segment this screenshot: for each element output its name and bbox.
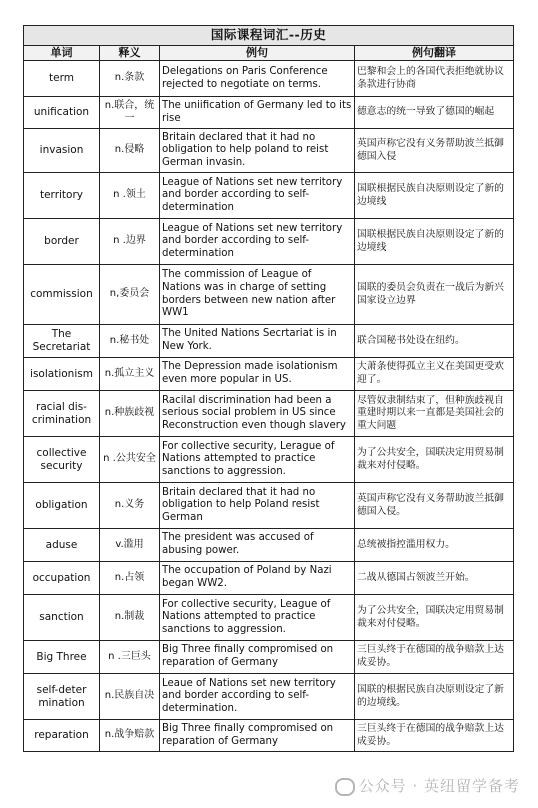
table-row (24, 97, 514, 129)
word-cell: unification (24, 97, 100, 129)
translation-cell: 英国声称它没有义务帮助波兰抵御德国入侵。 (355, 483, 514, 529)
translation-cell: 总统被指控滥用权力。 (355, 529, 514, 562)
word-cell: The Secretariat (24, 325, 100, 358)
word-cell: Big Three (24, 641, 100, 674)
table-title: 国际课程词汇--历史 (24, 26, 514, 46)
meaning-cell: n.孤立主义 (100, 358, 160, 391)
meaning-cell: n.侵略 (100, 129, 160, 173)
header-meaning: 释义 (100, 46, 160, 61)
vocabulary-sheet (23, 25, 513, 752)
translation-cell: 三巨头终于在德国的战争赔款上达成妥协。 (355, 720, 514, 752)
word-cell: sanction (24, 595, 100, 641)
example-cell: The commission of League of Nations was in charge of setting borders between new nation after WW1 (160, 265, 355, 325)
table-row (24, 562, 514, 595)
table-row (24, 641, 514, 674)
example-cell: The president was accused of abusing power. (160, 529, 355, 562)
translation-cell: 二战从德国占领波兰开始。 (355, 562, 514, 595)
translation-cell: 三巨头终于在德国的战争赔款上达成妥协。 (355, 641, 514, 674)
table-row (24, 61, 514, 97)
meaning-cell: n.战争赔款 (100, 720, 160, 752)
watermark (335, 775, 520, 796)
table-row (24, 325, 514, 358)
translation-cell: 德意志的统一导致了德国的崛起 (355, 97, 514, 129)
word-cell: racial dis-crimination (24, 391, 100, 437)
translation-cell: 联合国秘书处设在纽约。 (355, 325, 514, 358)
meaning-cell: v.滥用 (100, 529, 160, 562)
example-cell: The United Nations Secrtariat is in New York. (160, 325, 355, 358)
header-example: 例句 (160, 46, 355, 61)
meaning-cell: n.联合，统一 (100, 97, 160, 129)
word-cell: invasion (24, 129, 100, 173)
meaning-cell: n.占领 (100, 562, 160, 595)
meaning-cell: n,委员会 (100, 265, 160, 325)
table-row (24, 173, 514, 219)
header-word: 单词 (24, 46, 100, 61)
word-cell: border (24, 219, 100, 265)
vocabulary-table (23, 25, 514, 752)
word-cell: term (24, 61, 100, 97)
word-cell: obligation (24, 483, 100, 529)
table-row (24, 483, 514, 529)
meaning-cell: n.义务 (100, 483, 160, 529)
translation-cell: 英国声称它没有义务帮助波兰抵御德国入侵 (355, 129, 514, 173)
example-cell: League of Nations set new territory and border according to self-determination (160, 219, 355, 265)
translation-cell: 尽管奴隶制结束了，但种族歧视自重建时期以来一直都是美国社会的重大问题 (355, 391, 514, 437)
translation-cell: 国联的委员会负责在一战后为新兴国家设立边界 (355, 265, 514, 325)
example-cell: The occupation of Poland by Nazi began WW2. (160, 562, 355, 595)
translation-cell: 为了公共安全，国联决定用贸易制裁来对付侵略。 (355, 595, 514, 641)
word-cell: commission (24, 265, 100, 325)
word-cell: collective security (24, 437, 100, 483)
example-cell: Britain declared that it had no obligation to help poland to reist German invasin. (160, 129, 355, 173)
meaning-cell: n.种族歧视 (100, 391, 160, 437)
example-cell: For collective security, League of Nations attempted to practice sanctions to aggression. (160, 595, 355, 641)
table-row (24, 674, 514, 720)
meaning-cell: n.条款 (100, 61, 160, 97)
translation-cell: 国联根据民族自决原则设定了新的边境线 (355, 219, 514, 265)
table-body (24, 61, 514, 752)
word-cell: isolationism (24, 358, 100, 391)
meaning-cell: n.秘书处 (100, 325, 160, 358)
example-cell: League of Nations set new territory and border according to self-determination (160, 173, 355, 219)
watermark-text: 公众号 · 英纽留学备考 (358, 777, 520, 795)
meaning-cell: n .边界 (100, 219, 160, 265)
table-row (24, 437, 514, 483)
word-cell: aduse (24, 529, 100, 562)
example-cell: The uniification of Germany led to its rise (160, 97, 355, 129)
translation-cell: 国联根据民族自决原则设定了新的边境线 (355, 173, 514, 219)
word-cell: self-deter mination (24, 674, 100, 720)
example-cell: Britain declared that it had no obligation to help Poland resist German (160, 483, 355, 529)
table-row (24, 391, 514, 437)
translation-cell: 国联的根据民族自决原则设定了新的边境线。 (355, 674, 514, 720)
word-cell: reparation (24, 720, 100, 752)
word-cell: territory (24, 173, 100, 219)
example-cell: Big Three finally compromised on reparation of Germany (160, 720, 355, 752)
meaning-cell: n .公共安全 (100, 437, 160, 483)
wechat-icon (335, 778, 355, 796)
example-cell: Big Three finally compromised on reparation of Germany (160, 641, 355, 674)
meaning-cell: n.制裁 (100, 595, 160, 641)
meaning-cell: n .三巨头 (100, 641, 160, 674)
header-translation: 例句翻译 (355, 46, 514, 61)
table-row (24, 358, 514, 391)
translation-cell: 为了公共安全，国联决定用贸易制裁来对付侵略。 (355, 437, 514, 483)
meaning-cell: n.民族自决 (100, 674, 160, 720)
example-cell: For collective security, Lerague of Nations attempted to practice sanctions to aggression. (160, 437, 355, 483)
table-row (24, 265, 514, 325)
example-cell: Racilal discrimination had been a serious social problem in US since Reconstruction even though slavery (160, 391, 355, 437)
example-cell: Delegations on Paris Conference rejected to negotiate on terms. (160, 61, 355, 97)
example-cell: The Depression made isolationism even more popular in US. (160, 358, 355, 391)
table-row (24, 595, 514, 641)
example-cell: Leaue of Nations set new territory and border according to self-determination. (160, 674, 355, 720)
meaning-cell: n .领土 (100, 173, 160, 219)
table-row (24, 219, 514, 265)
word-cell: occupation (24, 562, 100, 595)
table-row (24, 529, 514, 562)
translation-cell: 大萧条使得孤立主义在美国更受欢迎了。 (355, 358, 514, 391)
translation-cell: 巴黎和会上的各国代表拒绝就协议条款进行协商 (355, 61, 514, 97)
table-row (24, 720, 514, 752)
table-row (24, 129, 514, 173)
